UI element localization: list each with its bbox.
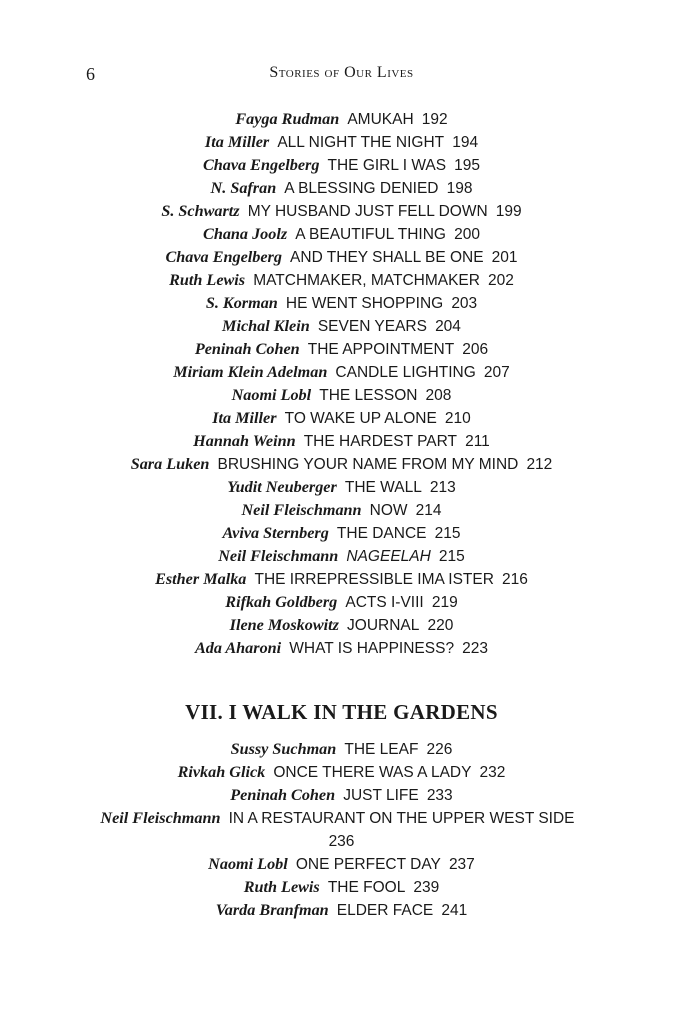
toc-entry-title: THE HARDEST PART <box>303 433 457 450</box>
toc-entry-title: ONE PERFECT DAY <box>295 856 441 873</box>
toc-entry-title: NAGEELAH <box>346 548 431 565</box>
toc-entry-title: THE GIRL I WAS <box>327 157 447 174</box>
toc-entry-author: Michal Klein <box>222 317 310 335</box>
toc-entry-author: Naomi Lobl <box>208 855 288 873</box>
toc-entry-page: 206 <box>462 341 489 358</box>
toc-entry <box>90 876 593 899</box>
toc-entry <box>90 784 593 807</box>
toc-entry <box>90 522 593 545</box>
toc-entry <box>90 738 593 761</box>
toc-entry-title: ALL NIGHT THE NIGHT <box>277 134 445 151</box>
toc-entry <box>90 269 593 292</box>
toc-entry-page: 207 <box>483 364 510 381</box>
toc-entry-author: N. Safran <box>210 179 277 197</box>
toc-entry-title: THE APPOINTMENT <box>307 341 455 358</box>
toc-entry <box>90 384 593 407</box>
toc-entry-title: BRUSHING YOUR NAME FROM MY MIND <box>217 456 519 473</box>
toc-entry-author: Peninah Cohen <box>194 340 300 358</box>
toc-entry-page: 214 <box>415 502 442 519</box>
toc-entry <box>90 545 593 568</box>
toc-entry-page: 202 <box>488 272 514 289</box>
toc-entry-title: ONCE THERE WAS A LADY <box>273 764 472 781</box>
toc-entry <box>90 177 593 200</box>
toc-entry-author: Fayga Rudman <box>235 110 340 128</box>
toc-entry-author: Varda Branfman <box>215 901 329 919</box>
toc-entry <box>90 899 593 922</box>
toc-entry-title: THE WALL <box>344 479 422 496</box>
toc-entry <box>90 200 593 223</box>
toc-entry <box>90 430 593 453</box>
toc-entry-author: Rivkah Glick <box>177 763 266 781</box>
toc-entry-title: SEVEN YEARS <box>317 318 427 335</box>
toc-entry-title: WHAT IS HAPPINESS? <box>289 640 455 657</box>
toc-entry-title: A BLESSING DENIED <box>284 180 439 197</box>
page-number: 6 <box>86 64 95 84</box>
toc-entry <box>90 568 593 591</box>
toc-entry <box>90 853 593 876</box>
toc-entry-author: Rifkah Goldberg <box>225 593 338 611</box>
toc-entry-page: 215 <box>438 548 465 565</box>
toc-list-part-2 <box>90 738 593 922</box>
toc-entry-title: NOW <box>369 502 408 519</box>
toc-entry-author: Ilene Moskowitz <box>229 616 339 634</box>
toc-entry-page: 192 <box>421 111 448 128</box>
section-heading: VII. I WALK IN THE GARDENS <box>185 700 498 724</box>
toc-entry-author: Hannah Weinn <box>193 432 296 450</box>
toc-entry <box>90 223 593 246</box>
toc-entry-title: THE IRREPRESSIBLE IMA ISTER <box>254 571 494 588</box>
toc-entry-page: 216 <box>502 571 528 588</box>
toc-entry-author: Neil Fleischmann <box>218 547 339 565</box>
toc-entry-title: IN A RESTAURANT ON THE UPPER WEST SIDE <box>228 810 575 827</box>
toc-entry-author: Miriam Klein Adelman <box>173 363 328 381</box>
toc-entry <box>90 131 593 154</box>
toc-entry-page: 226 <box>426 741 453 758</box>
toc-entry <box>90 246 593 269</box>
toc-entry-page: 195 <box>454 157 481 174</box>
toc-entry-author: S. Schwartz <box>161 202 240 220</box>
toc-entry-author: Chana Joolz <box>203 225 288 243</box>
toc-entry-author: Chava Engelberg <box>202 156 320 174</box>
toc-entry-author: Ita Miller <box>204 133 270 151</box>
toc-entry-author: Sussy Suchman <box>230 740 337 758</box>
toc-entry-title: THE LEAF <box>344 741 419 758</box>
toc-entry-title: CANDLE LIGHTING <box>335 364 476 381</box>
toc-entry-title: AND THEY SHALL BE ONE <box>290 249 484 266</box>
toc-entry-page: 241 <box>441 902 468 919</box>
toc-entry <box>90 292 593 315</box>
toc-entry-page: 204 <box>435 318 461 335</box>
toc-entry <box>90 591 593 614</box>
toc-entry-title: THE LESSON <box>319 387 418 404</box>
toc-entry <box>90 154 593 177</box>
toc-entry-page: 211 <box>465 433 490 450</box>
toc-entry-title: ELDER FACE <box>336 902 434 919</box>
toc-entry-page: 213 <box>429 479 456 496</box>
toc-entry-page: 233 <box>426 787 453 804</box>
toc-entry-author: Chava Engelberg <box>165 248 282 266</box>
toc-entry-author: Peninah Cohen <box>230 786 336 804</box>
toc-entry <box>90 407 593 430</box>
toc-entry-author: Yudit Neuberger <box>227 478 337 496</box>
toc-entry-page: 219 <box>431 594 458 611</box>
toc-entry <box>90 614 593 637</box>
toc-entry-page: 199 <box>495 203 522 220</box>
toc-entry <box>90 499 593 522</box>
toc-entry-page: 223 <box>462 640 489 657</box>
toc-entry-title: JOURNAL <box>347 617 420 634</box>
toc-entry-title: THE DANCE <box>336 525 427 542</box>
toc-entry-page: 237 <box>448 856 475 873</box>
toc-list-part-1 <box>90 108 593 660</box>
toc-entry-title: MATCHMAKER, MATCHMAKER <box>253 272 480 289</box>
toc-entry-page: 232 <box>479 764 506 781</box>
toc-entry-page: 201 <box>491 249 518 266</box>
toc-entry-title: ACTS I-VIII <box>345 594 424 611</box>
toc-entry-page: 203 <box>451 295 478 312</box>
toc-entry-page: 208 <box>425 387 452 404</box>
running-head: Stories of Our Lives <box>269 64 414 81</box>
toc-entry-page: 200 <box>454 226 480 243</box>
toc-entry <box>90 637 593 660</box>
toc-entry-title: THE FOOL <box>327 879 406 896</box>
toc-entry <box>90 361 593 384</box>
toc-entry-page: 220 <box>427 617 454 634</box>
toc-entry-author: Neil Fleischmann <box>241 501 362 519</box>
toc-entry-title: MY HUSBAND JUST FELL DOWN <box>247 203 488 220</box>
toc-entry <box>90 338 593 361</box>
toc-entry-page: 210 <box>444 410 471 427</box>
toc-entry-author: Ruth Lewis <box>169 271 246 289</box>
toc-entry-author: Ita Miller <box>212 409 277 427</box>
toc-entry <box>90 108 593 131</box>
toc-entry-title: TO WAKE UP ALONE <box>284 410 437 427</box>
toc-entry-page: 198 <box>446 180 473 197</box>
toc-entry <box>90 453 593 476</box>
toc-entry-author: Ada Aharoni <box>194 639 282 657</box>
toc-entry-author: Naomi Lobl <box>231 386 312 404</box>
toc-entry <box>90 761 593 784</box>
toc-entry-page: 239 <box>413 879 440 896</box>
toc-entry-title: JUST LIFE <box>343 787 419 804</box>
toc-entry-page: 215 <box>434 525 461 542</box>
toc-entry <box>90 476 593 499</box>
toc-entry <box>90 315 593 338</box>
toc-entry-page: 194 <box>452 134 479 151</box>
toc-entry-author: Neil Fleischmann <box>100 809 221 827</box>
toc-entry-author: Esther Malka <box>155 570 247 588</box>
toc-entry-title: HE WENT SHOPPING <box>285 295 444 312</box>
toc-entry-page: 212 <box>526 456 553 473</box>
toc-entry-author: Ruth Lewis <box>243 878 320 896</box>
toc-entry-author: Sara Luken <box>130 455 210 473</box>
toc-entry-title: AMUKAH <box>347 111 414 128</box>
toc-entry-author: S. Korman <box>205 294 278 312</box>
toc-entry-page: 236 <box>328 833 355 850</box>
toc-entry <box>90 807 593 853</box>
toc-entry-author: Aviva Sternberg <box>222 524 329 542</box>
toc-entry-title: A BEAUTIFUL THING <box>295 226 446 243</box>
